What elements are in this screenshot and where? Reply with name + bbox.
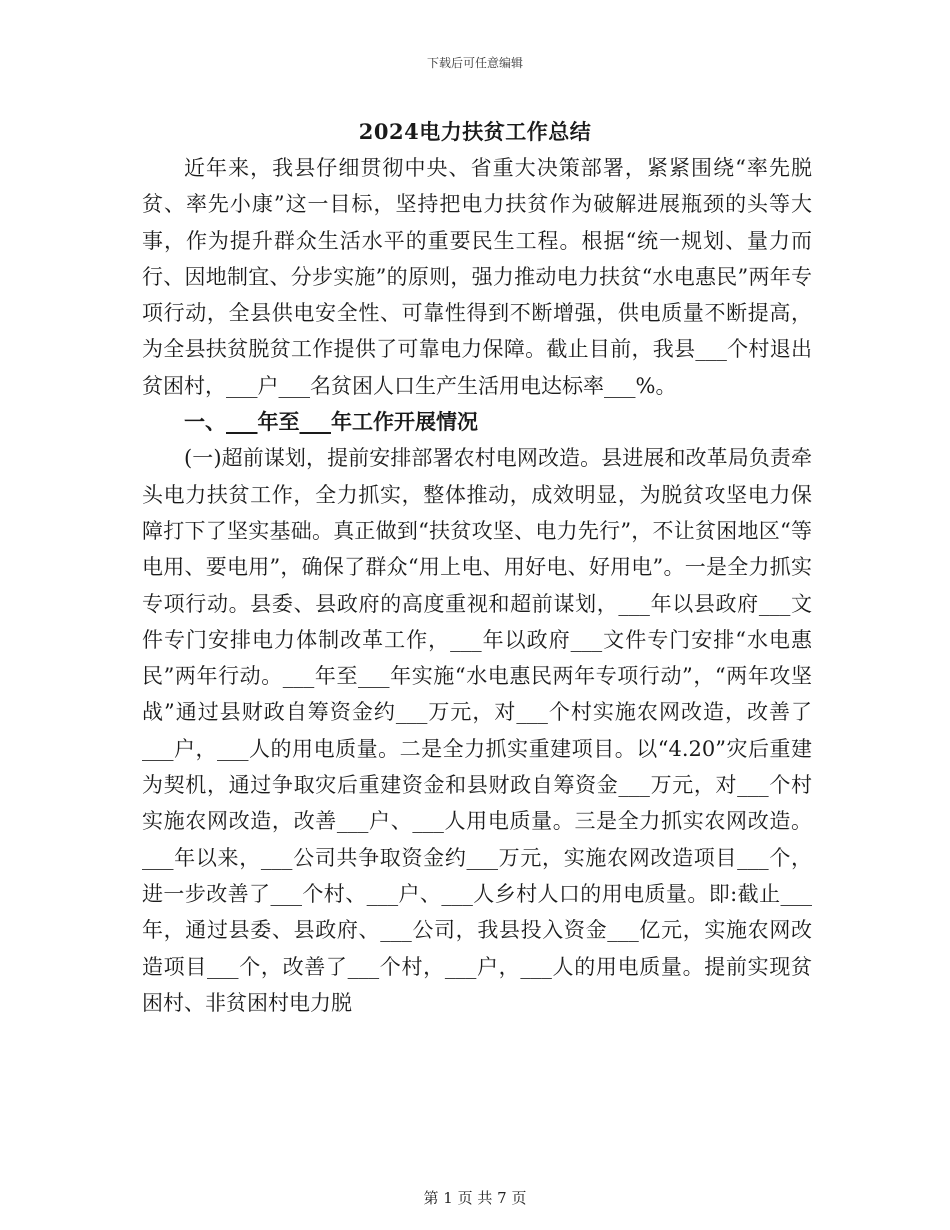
intro-paragraph: 近年来，我县仔细贯彻中央、省重大决策部署，紧紧围绕“率先脱贫、率先小康”这一目标，坚持把电力扶贫作为破解进展瓶颈的头等大事，作为提升群众生活水平的重要民生工程。根据“统一规划、量力而行、因地制宜、分步实施”的原则，强力推动电力扶贫“水电惠民”两年专项行动，全县供电安全性、可靠性得到不断增强，供电质量不断提高，为全县扶贫脱贫工作提供了可靠电力保障。截止目前，我县___个村退出贫困村，___户___名贫困人口生产生活用电达标率___%。: [142, 156, 812, 398]
page-footer: 第 1 页 共 7 页: [423, 1189, 527, 1207]
section-paragraph: (一)超前谋划，提前安排部署农村电网改造。县进展和改革局负责牵头电力扶贫工作，全力抓实，整体推动，成效明显，为脱贫攻坚电力保障打下了坚实基础。真正做到“扶贫攻坚、电力先行”，不让贫困地区“等电用、要电用”，确保了群众“用上电、用好电、好用电”。一是全力抓实专项行动。县委、县政府的高度重视和超前谋划，___年以县政府___文件专门安排电力体制改革工作，___年以政府___文件专门安排“水电惠民”两年行动。___年至___年实施“水电惠民两年专项行动”，“两年攻坚战”通过县财政自筹资金约___万元，对___个村实施农网改造，改善了___户，___人的用电质量。二是全力抓实重建项目。以“4.20”灾后重建为契机，通过争取灾后重建资金和县财政自筹资金___万元，对___个村实施农网改造，改善___户、___人用电质量。三是全力抓实农网改造。___年以来，___公司共争取资金约___万元，实施农网改造项目___个，进一步改善了___个村、___户、___人乡村人口的用电质量。即:截止___年，通过县委、县政府、___公司，我县投入资金___亿元，实施农网改造项目___个，改善了___个村，___户，___人的用电质量。提前实现贫困村、非贫困村电力脱: [142, 446, 812, 1015]
document-body: [142, 150, 812, 1021]
section-heading: 一、___年至___年工作开展情况: [184, 409, 478, 435]
header-note: 下载后可任意编辑: [426, 56, 523, 70]
document-title: 2024电力扶贫工作总结: [358, 119, 592, 144]
